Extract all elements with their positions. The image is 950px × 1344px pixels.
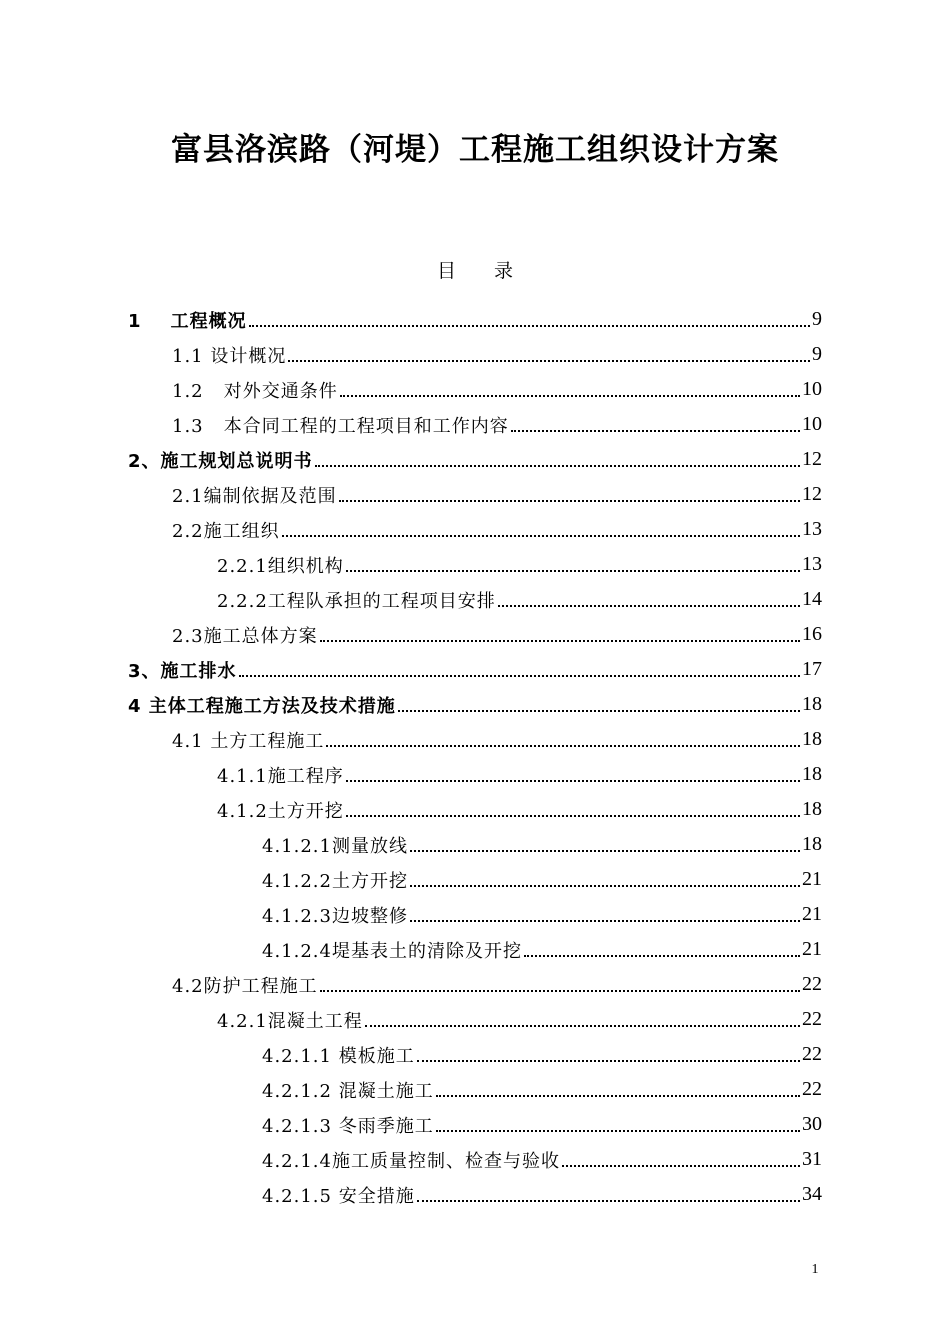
toc-entry-page: 18 <box>802 693 822 715</box>
toc-entry[interactable] <box>0 582 950 617</box>
toc-entry-label: 4.2.1.3 冬雨季施工 <box>262 1115 434 1137</box>
toc-entry-page: 12 <box>802 483 822 505</box>
toc-entry[interactable] <box>0 687 950 722</box>
toc-entry-page: 21 <box>802 938 822 960</box>
toc-entry[interactable] <box>0 302 950 337</box>
toc-entry-label: 1.1 设计概况 <box>172 345 287 367</box>
toc-entry-label: 4.2防护工程施工 <box>172 975 318 997</box>
toc-entry-label: 4.1.2.2土方开挖 <box>262 870 408 892</box>
toc-entry[interactable] <box>0 1037 950 1072</box>
toc-leader-dots <box>282 519 800 537</box>
toc-entry-label: 4 主体工程施工方法及技术措施 <box>128 695 396 717</box>
toc-entry-label: 4.2.1.1 模板施工 <box>262 1045 415 1067</box>
toc-entry-page: 14 <box>802 588 822 610</box>
toc-heading-char-1: 目 <box>436 260 456 282</box>
toc-leader-dots <box>410 869 800 887</box>
toc-leader-dots <box>410 834 800 852</box>
toc-leader-dots <box>346 799 800 817</box>
toc-entry-page: 12 <box>802 448 822 470</box>
toc-entry-page: 16 <box>802 623 822 645</box>
document-title: 富县洛滨路（河堤）工程施工组织设计方案 <box>171 132 779 168</box>
toc-entry[interactable] <box>0 512 950 547</box>
toc-leader-dots <box>511 414 800 432</box>
toc-entry-page: 9 <box>812 308 822 330</box>
toc-entry-page: 13 <box>802 518 822 540</box>
toc-entry-page: 10 <box>802 413 822 435</box>
toc-entry[interactable] <box>0 442 950 477</box>
toc-entry-label: 4.2.1混凝土工程 <box>217 1010 363 1032</box>
toc-entry-label: 4.2.1.4施工质量控制、检查与验收 <box>262 1150 560 1172</box>
toc-entry[interactable] <box>0 967 950 1002</box>
toc-entry-page: 10 <box>802 378 822 400</box>
toc-entry[interactable] <box>0 827 950 862</box>
toc-entry[interactable] <box>0 1177 950 1212</box>
toc-leader-dots <box>398 694 800 712</box>
toc-entry[interactable] <box>0 617 950 652</box>
toc-entry-page: 13 <box>802 553 822 575</box>
toc-leader-dots <box>365 1009 800 1027</box>
toc-entry-page: 18 <box>802 728 822 750</box>
toc-entry-page: 34 <box>802 1183 822 1205</box>
toc-leader-dots <box>417 1044 800 1062</box>
toc-entry[interactable] <box>0 652 950 687</box>
toc-leader-dots <box>562 1149 800 1167</box>
toc-entry[interactable] <box>0 1002 950 1037</box>
toc-entry-page: 22 <box>802 1043 822 1065</box>
toc-entry-page: 18 <box>802 798 822 820</box>
toc-heading <box>0 258 950 284</box>
toc-leader-dots <box>498 589 800 607</box>
toc-leader-dots <box>436 1079 800 1097</box>
toc-entry[interactable] <box>0 722 950 757</box>
toc-entry-label: 4.1.2.3边坡整修 <box>262 905 408 927</box>
toc-entry[interactable] <box>0 1107 950 1142</box>
toc-entry-page: 9 <box>812 343 822 365</box>
toc-entry[interactable] <box>0 547 950 582</box>
toc-entry-page: 22 <box>802 973 822 995</box>
toc-leader-dots <box>320 974 800 992</box>
toc-entry[interactable] <box>0 372 950 407</box>
toc-leader-dots <box>249 309 810 327</box>
toc-entry[interactable] <box>0 862 950 897</box>
toc-entry-page: 21 <box>802 903 822 925</box>
toc-entry-label: 2.2.2工程队承担的工程项目安排 <box>217 590 496 612</box>
toc-leader-dots <box>417 1184 800 1202</box>
toc-entry-label: 4.1 土方工程施工 <box>172 730 325 752</box>
toc-entry-label: 1.3 本合同工程的工程项目和工作内容 <box>172 415 509 437</box>
toc-entry-label: 4.2.1.2 混凝土施工 <box>262 1080 434 1102</box>
toc-entry-label: 2.3施工总体方案 <box>172 625 318 647</box>
toc-leader-dots <box>410 904 800 922</box>
toc-entry-label: 2.1编制依据及范围 <box>172 485 337 507</box>
toc-entry[interactable] <box>0 897 950 932</box>
toc-entry-page: 31 <box>802 1148 822 1170</box>
toc-entry[interactable] <box>0 407 950 442</box>
toc-entry-label: 4.2.1.5 安全措施 <box>262 1185 415 1207</box>
toc-entry-label: 4.1.2.1测量放线 <box>262 835 408 857</box>
toc-entry-label: 4.1.1施工程序 <box>217 765 344 787</box>
toc-leader-dots <box>346 764 800 782</box>
toc-entry-page: 17 <box>802 658 822 680</box>
toc-entry[interactable] <box>0 932 950 967</box>
table-of-contents <box>0 302 950 1212</box>
toc-entry-page: 30 <box>802 1113 822 1135</box>
toc-entry-page: 22 <box>802 1078 822 1100</box>
toc-entry-page: 18 <box>802 833 822 855</box>
toc-entry-page: 18 <box>802 763 822 785</box>
toc-leader-dots <box>326 729 800 747</box>
toc-entry-label: 4.1.2.4堤基表土的清除及开挖 <box>262 940 522 962</box>
toc-entry[interactable] <box>0 1142 950 1177</box>
toc-leader-dots <box>339 484 800 502</box>
toc-heading-char-2: 录 <box>494 260 514 282</box>
toc-leader-dots <box>346 554 800 572</box>
toc-entry-label: 4.1.2土方开挖 <box>217 800 344 822</box>
toc-leader-dots <box>288 344 810 362</box>
toc-entry-label: 3、施工排水 <box>128 660 237 682</box>
toc-entry[interactable] <box>0 477 950 512</box>
toc-leader-dots <box>239 659 800 677</box>
toc-leader-dots <box>315 449 800 467</box>
toc-entry[interactable] <box>0 757 950 792</box>
toc-entry[interactable] <box>0 1072 950 1107</box>
toc-entry-page: 21 <box>802 868 822 890</box>
toc-entry-label: 2、施工规划总说明书 <box>128 450 313 472</box>
toc-entry-label: 1 工程概况 <box>128 310 247 332</box>
toc-leader-dots <box>320 624 800 642</box>
toc-leader-dots <box>524 939 800 957</box>
toc-entry-label: 2.2施工组织 <box>172 520 280 542</box>
toc-leader-dots <box>340 379 800 397</box>
toc-entry[interactable] <box>0 337 950 372</box>
page-number: 1 <box>811 1262 819 1277</box>
toc-entry-label: 1.2 对外交通条件 <box>172 380 338 402</box>
toc-entry[interactable] <box>0 792 950 827</box>
toc-entry-label: 2.2.1组织机构 <box>217 555 344 577</box>
toc-entry-page: 22 <box>802 1008 822 1030</box>
toc-leader-dots <box>436 1114 800 1132</box>
